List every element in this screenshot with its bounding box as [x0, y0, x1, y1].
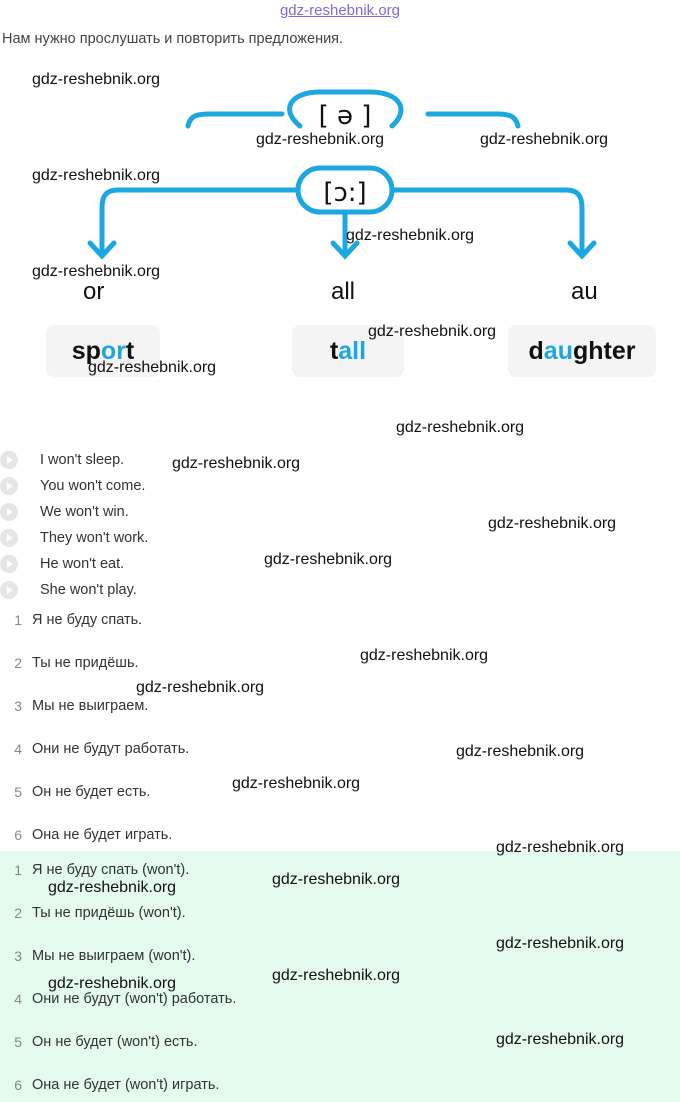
play-icon[interactable]	[0, 477, 18, 495]
watermark: gdz-reshebnik.org	[488, 515, 617, 532]
word-part: ghter	[572, 336, 636, 365]
watermark: gdz-reshebnik.org	[32, 71, 161, 88]
site-header-link[interactable]: gdz-reshebnik.org	[279, 2, 401, 19]
audio-sentence: She won't play.	[40, 582, 137, 598]
translation-row	[0, 652, 139, 674]
audio-sentence: We won't win.	[40, 504, 129, 520]
schwa-right-line	[428, 114, 518, 126]
word-part: t	[125, 336, 135, 365]
row-text: Он не будет (won't) есть.	[32, 1034, 198, 1050]
watermark: gdz-reshebnik.org	[368, 323, 497, 340]
word-card-daughter	[508, 325, 656, 377]
answer-row	[0, 1074, 219, 1096]
row-text: Она не будет (won't) играть.	[32, 1077, 220, 1093]
main-symbol: [ɔ:]	[323, 178, 367, 208]
row-number: 6	[14, 1077, 22, 1093]
watermark: gdz-reshebnik.org	[360, 647, 489, 664]
watermark: gdz-reshebnik.org	[48, 975, 177, 992]
play-icon[interactable]	[0, 555, 18, 573]
watermark: gdz-reshebnik.org	[496, 839, 625, 856]
translation-row	[0, 824, 172, 846]
row-number: 4	[14, 741, 22, 757]
watermark: gdz-reshebnik.org	[456, 743, 585, 760]
spelling-au: au	[571, 278, 598, 305]
answer-row	[0, 902, 186, 924]
watermark: gdz-reshebnik.org	[264, 551, 393, 568]
audio-sentence: He won't eat.	[40, 556, 125, 572]
watermark: gdz-reshebnik.org	[32, 167, 161, 184]
word-highlight: or	[100, 336, 126, 365]
row-text: Они не будут (won't) работать.	[32, 991, 237, 1007]
audio-sentence: They won't work.	[40, 530, 149, 546]
audio-sentence: I won't sleep.	[40, 452, 125, 468]
row-number: 5	[14, 1034, 22, 1050]
audio-item	[0, 501, 129, 523]
row-number: 3	[14, 698, 22, 714]
audio-item	[0, 527, 148, 549]
answer-row	[0, 859, 189, 881]
word-part: sp	[71, 336, 101, 365]
word-highlight: au	[543, 336, 573, 365]
row-number: 5	[14, 784, 22, 800]
audio-item	[0, 553, 124, 575]
audio-item	[0, 449, 124, 471]
row-text: Он не будет есть.	[32, 784, 151, 800]
watermark: gdz-reshebnik.org	[172, 455, 301, 472]
instruction-text: Нам нужно прослушать и повторить предложения.	[2, 31, 344, 47]
watermark: gdz-reshebnik.org	[256, 131, 385, 148]
row-number: 4	[14, 991, 22, 1007]
watermark: gdz-reshebnik.org	[346, 227, 475, 244]
play-icon[interactable]	[0, 581, 18, 599]
spelling-or: or	[83, 278, 105, 305]
spelling-all: all	[331, 278, 356, 305]
translation-row	[0, 609, 142, 631]
row-text: Я не буду спать (won't).	[32, 862, 190, 878]
audio-item	[0, 475, 145, 497]
watermark: gdz-reshebnik.org	[88, 359, 217, 376]
row-number: 3	[14, 948, 22, 964]
audio-sentence: You won't come.	[40, 478, 146, 494]
row-text: Мы не выиграем (won't).	[32, 948, 196, 964]
play-icon[interactable]	[0, 529, 18, 547]
word-part: d	[528, 336, 544, 365]
answer-row	[0, 945, 195, 967]
schwa-symbol: [ ə ]	[318, 101, 372, 131]
translation-row	[0, 738, 189, 760]
audio-item	[0, 579, 137, 601]
row-text: Ты не придёшь.	[32, 655, 139, 671]
left-branch	[102, 190, 296, 255]
row-text: Они не будут работать.	[32, 741, 190, 757]
row-text: Ты не придёшь (won't).	[32, 905, 186, 921]
watermark: gdz-reshebnik.org	[396, 419, 525, 436]
watermark: gdz-reshebnik.org	[272, 871, 401, 888]
word-highlight: all	[338, 336, 367, 365]
watermark: gdz-reshebnik.org	[496, 1031, 625, 1048]
row-number: 2	[14, 655, 22, 671]
watermark: gdz-reshebnik.org	[496, 935, 625, 952]
translation-row	[0, 695, 148, 717]
watermark: gdz-reshebnik.org	[232, 775, 361, 792]
row-number: 1	[14, 862, 22, 878]
right-branch	[394, 190, 582, 255]
row-text: Мы не выиграем.	[32, 698, 149, 714]
translation-row	[0, 781, 150, 803]
row-text: Я не буду спать.	[32, 612, 143, 628]
play-icon[interactable]	[0, 503, 18, 521]
word-part: t	[329, 336, 339, 365]
row-number: 1	[14, 612, 22, 628]
answer-row	[0, 1031, 198, 1053]
watermark: gdz-reshebnik.org	[480, 131, 609, 148]
watermark: gdz-reshebnik.org	[48, 879, 177, 896]
row-text: Она не будет играть.	[32, 827, 173, 843]
play-icon[interactable]	[0, 451, 18, 469]
watermark: gdz-reshebnik.org	[272, 967, 401, 984]
watermark: gdz-reshebnik.org	[32, 263, 161, 280]
row-number: 6	[14, 827, 22, 843]
watermark: gdz-reshebnik.org	[136, 679, 265, 696]
row-number: 2	[14, 905, 22, 921]
schwa-left-line	[188, 114, 282, 126]
